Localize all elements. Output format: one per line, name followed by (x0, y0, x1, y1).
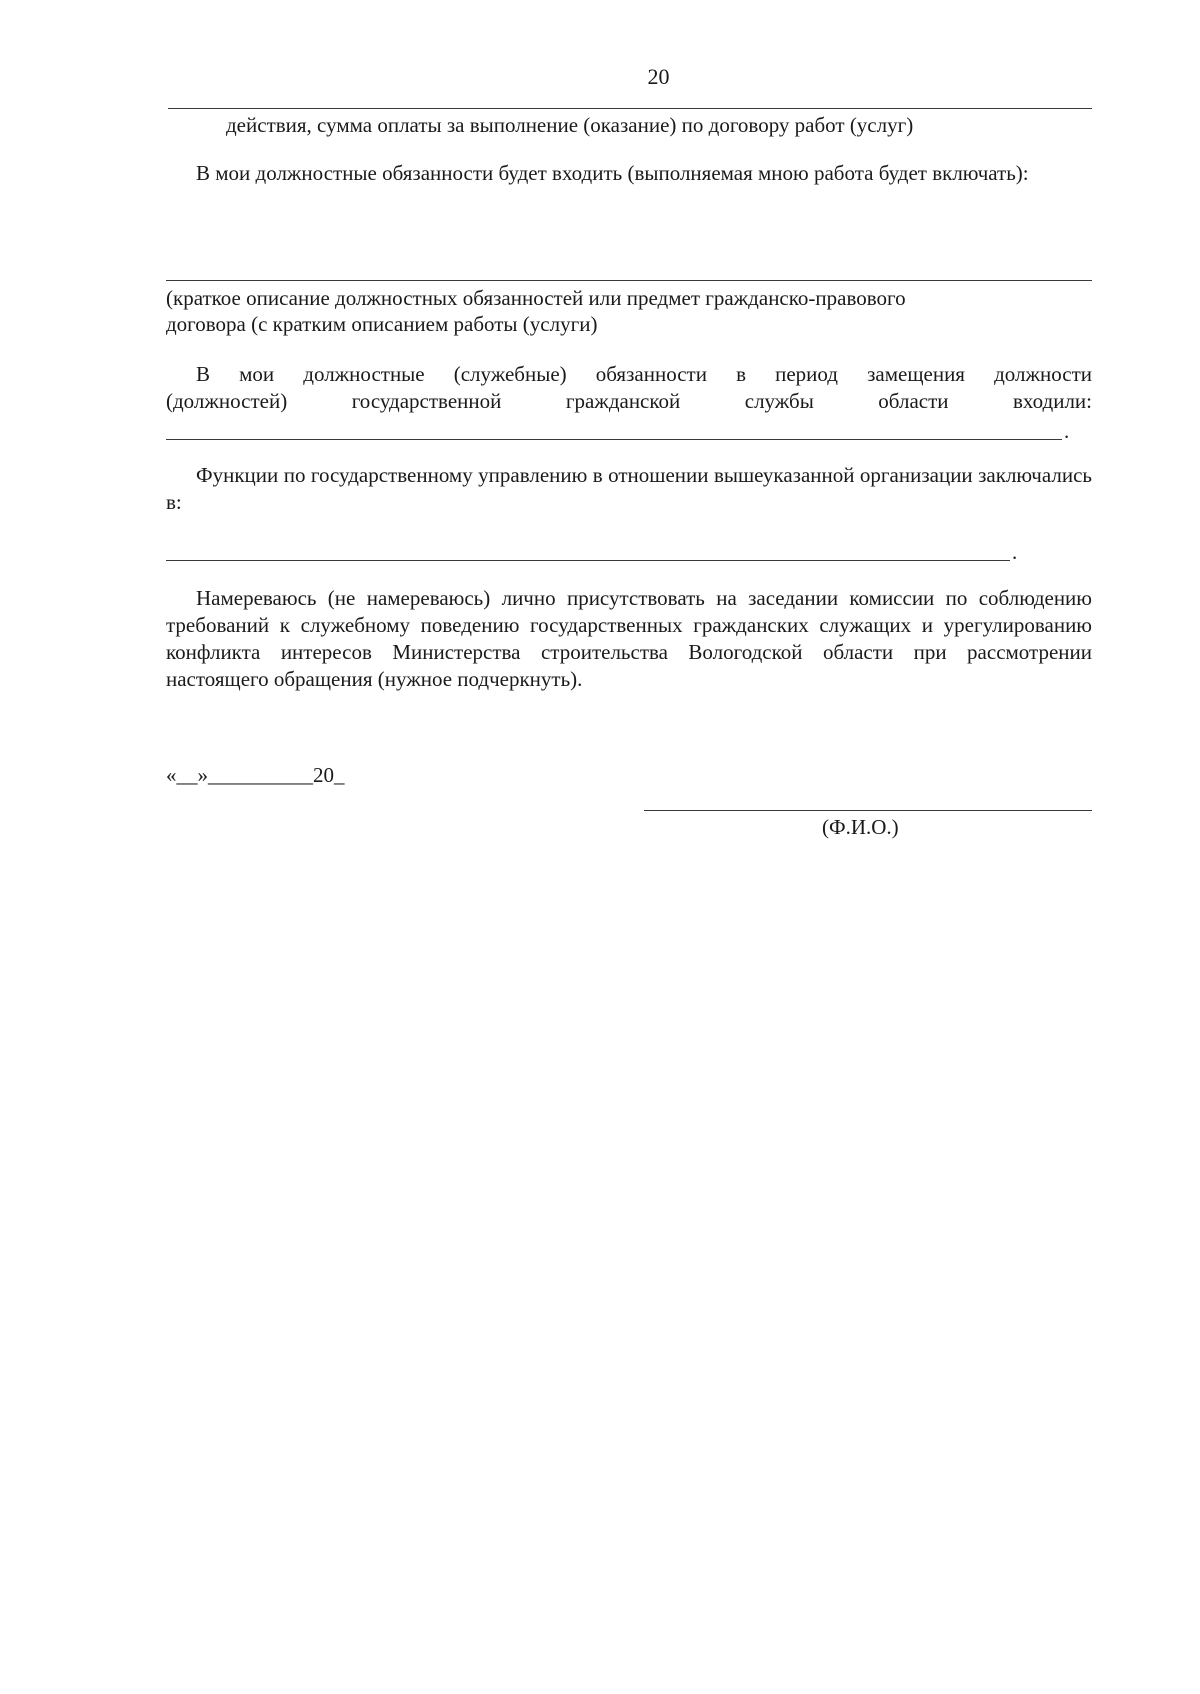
signature-date: «__»__________20_ (166, 763, 345, 787)
previous-duties-text-2: (должностей) государственной гражданской службы области входили: (166, 389, 1092, 413)
duties-caption-line-1: (краткое описание должностных обязанностей или предмет гражданско-правового (166, 286, 906, 310)
intent-paragraph (166, 585, 1092, 693)
signature-name-caption: (Ф.И.О.) (822, 815, 899, 839)
functions-end-mark: . (1012, 540, 1018, 564)
functions-paragraph (166, 462, 1092, 516)
previous-duties-line-2 (166, 388, 1092, 415)
previous-duties-text-1: В мои должностные (служебные) обязанности в период замещения должности (196, 362, 1092, 386)
functions-text: Функции по государственному управлению в отношении вышеуказанной организации заключались в: (166, 463, 1092, 514)
page-number: 20 (647, 64, 670, 89)
previous-duties-end-mark: . (1064, 419, 1070, 443)
duties-caption-line-2: договора (с кратким описанием работы (услуги) (166, 312, 598, 336)
duties-text: В мои должностные обязанности будет входить (выполняемая мною работа будет включать): (196, 161, 1029, 185)
duties-paragraph (166, 160, 1092, 187)
intent-text: Намереваюсь (не намереваюсь) лично присутствовать на заседании комиссии по соблюдению требований к служебному поведению государственных гражданских служащих и урегулированию конфликта интересов Министерства строительства Вологодской области при рассмотрении настоящего обращения (нужное подчеркнуть). (166, 586, 1092, 691)
continuation-text: действия, сумма оплаты за выполнение (оказание) по договору работ (услуг) (226, 113, 914, 137)
functions-fill-line (166, 560, 1010, 561)
duties-fill-line (166, 280, 1092, 281)
previous-duties-fill-line (166, 439, 1062, 440)
signature-line (644, 810, 1092, 811)
top-rule (168, 108, 1092, 109)
previous-duties-line-1 (166, 361, 1092, 388)
